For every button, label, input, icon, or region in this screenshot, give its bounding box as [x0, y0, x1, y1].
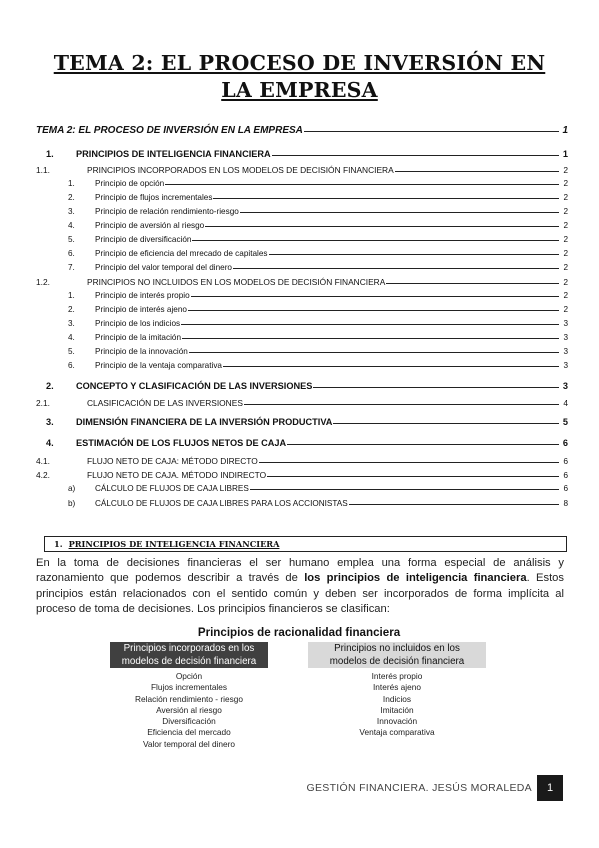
toc-entry-number: 5.: [68, 235, 75, 244]
toc-entry-page: 5: [562, 417, 568, 427]
toc-entry[interactable]: [68, 207, 568, 216]
toc-entry-page: 3: [563, 333, 568, 342]
toc-entry-title: CLASIFICACIÓN DE LAS INVERSIONES: [87, 398, 243, 408]
header-line: Principios no incluidos en los: [334, 643, 460, 654]
toc-entry-page: 3: [562, 381, 568, 391]
toc-leader-line: [213, 198, 559, 199]
toc-entry-number: 2.: [68, 305, 75, 314]
toc-entry-title: ESTIMACIÓN DE LOS FLUJOS NETOS DE CAJA: [76, 438, 287, 448]
toc-entry[interactable]: [68, 499, 568, 508]
toc-entry-page: 3: [563, 347, 568, 356]
toc-entry-number: 7.: [68, 263, 75, 272]
toc-entry-title: Principio de los indicios: [95, 319, 181, 328]
section-heading: [44, 536, 567, 552]
toc-leader-line: [205, 226, 559, 227]
principle-item: Diversificación: [162, 716, 216, 727]
toc-leader-line: [244, 404, 559, 405]
toc-leader-line: [333, 423, 559, 424]
excluded-principles-list: [308, 671, 486, 739]
toc-entry-title: PRINCIPIOS DE INTELIGENCIA FINANCIERA: [76, 149, 271, 159]
toc-leader-line: [191, 296, 559, 297]
toc-leader-line: [250, 489, 559, 490]
toc-entry[interactable]: [68, 484, 568, 493]
toc-entry-page: 4: [563, 398, 568, 408]
paragraph-text-after: . Estos principios están relacionados con el sentido común y deben ser incorporados de forma implícita al proceso de toma de decisiones. Los principios financieros se clasifican:: [36, 572, 564, 616]
toc-entry-page: 2: [563, 165, 568, 175]
toc-entry-number: 1.: [46, 149, 54, 159]
paragraph-bold-term: los principios de inteligencia financiera: [304, 572, 527, 585]
toc-entry[interactable]: [36, 398, 568, 408]
toc-entry-title: Principio de relación rendimiento-riesgo: [95, 207, 239, 216]
principle-item: Aversión al riesgo: [156, 704, 222, 715]
toc-entry[interactable]: [36, 470, 568, 480]
toc-entry[interactable]: [36, 456, 568, 466]
toc-entry-title: FLUJO NETO DE CAJA: MÉTODO DIRECTO: [87, 456, 258, 466]
toc-entry-number: 4.1.: [36, 456, 50, 466]
principle-item: Indicios: [382, 693, 412, 704]
toc-entry-page: 2: [563, 235, 568, 244]
toc-leader-line: [188, 310, 559, 311]
toc-leader-line: [267, 476, 559, 477]
principle-item: Ventaja comparativa: [359, 727, 435, 738]
toc-entry-number: 2.: [46, 381, 54, 391]
principle-item: Valor temporal del dinero: [142, 738, 236, 749]
toc-entry-page: 8: [563, 499, 568, 508]
toc-entry-title: Principio de eficiencia del mrecado de capitales: [95, 249, 268, 258]
toc-entry-title: CÁLCULO DE FLUJOS DE CAJA LIBRES PARA LOS ACCIONISTAS: [95, 499, 348, 508]
principles-figure: [108, 626, 490, 761]
toc-leader-line: [240, 212, 559, 213]
toc-leader-line: [313, 387, 559, 388]
paragraph-text-before: En la toma de decisiones financieras el ser humano emplea una forma especial de análisis y razonamiento que podemos describir a través de: [36, 557, 564, 585]
toc-entry-title: CÁLCULO DE FLUJOS DE CAJA LIBRES: [95, 484, 249, 493]
toc-entry-title: FLUJO NETO DE CAJA. MÉTODO INDIRECTO: [87, 470, 267, 480]
toc-entry-page: 2: [563, 179, 568, 188]
toc-entry-number: a): [68, 484, 76, 493]
toc-entry-title: Principio de flujos incrementales: [95, 193, 213, 202]
toc-entry-title: PRINCIPIOS INCORPORADOS EN LOS MODELOS DE DECISIÓN FINANCIERA: [87, 165, 394, 175]
toc-entry-title: Principio de interés ajeno: [95, 305, 187, 314]
toc-entry[interactable]: [68, 221, 568, 230]
toc-entry-number: 4.: [68, 333, 75, 342]
toc-entry-page: 1: [562, 149, 568, 159]
toc-entry[interactable]: [68, 291, 568, 300]
figure-title: Principios de racionalidad financiera: [197, 626, 401, 639]
toc-entry-number: 3.: [68, 319, 75, 328]
toc-entry-number: 4.: [68, 221, 75, 230]
principle-item: Imitación: [380, 704, 414, 715]
toc-entry-number: 4.: [46, 438, 54, 448]
toc-entry-page: 1: [562, 125, 568, 136]
principle-item: Opción: [175, 671, 203, 681]
section-title: PRINCIPIOS DE INTELIGENCIA FINANCIERA: [68, 539, 280, 549]
toc-entry-number: 1.: [68, 179, 75, 188]
toc-leader-line: [395, 171, 559, 172]
principle-item: Eficiencia del mercado: [147, 727, 231, 738]
toc-entry-number: 6.: [68, 361, 75, 370]
toc-entry[interactable]: [46, 438, 568, 448]
toc-leader-line: [272, 155, 559, 156]
toc-entry-page: 6: [563, 484, 568, 493]
toc-entry-number: 1.2.: [36, 277, 50, 287]
toc-leader-line: [269, 254, 560, 255]
toc-entry-page: 2: [563, 207, 568, 216]
toc-entry-page: 2: [563, 193, 568, 202]
toc-entry[interactable]: [68, 249, 568, 258]
toc-entry-page: 6: [563, 470, 568, 480]
toc-entry[interactable]: [68, 333, 568, 342]
intro-paragraph: [36, 556, 564, 618]
toc-leader-line: [223, 366, 559, 367]
toc-entry-page: 3: [563, 361, 568, 370]
toc-leader-line: [259, 462, 559, 463]
toc-entry[interactable]: [68, 193, 568, 202]
toc-entry[interactable]: [46, 149, 568, 159]
toc-entry-page: 3: [563, 319, 568, 328]
incorporated-principles-list: [110, 671, 268, 750]
toc-entry-title: Principio de opción: [95, 179, 165, 188]
toc-entry-number: 3.: [68, 207, 75, 216]
toc-entry[interactable]: [36, 277, 568, 287]
toc-entry[interactable]: [68, 263, 568, 272]
toc-entry-number: 2.: [68, 193, 75, 202]
toc-leader-line: [287, 444, 559, 445]
toc-leader-line: [165, 184, 559, 185]
header-line: Principios incorporados en los: [123, 643, 255, 654]
document-title: TEMA 2: EL PROCESO DE INVERSIÓN EN LA EMPRESA: [53, 51, 546, 102]
principle-item: Flujos incrementales: [150, 682, 228, 693]
toc-entry[interactable]: [68, 347, 568, 356]
toc-entry-title: PRINCIPIOS NO INCLUIDOS EN LOS MODELOS DE DECISIÓN FINANCIERA: [87, 277, 386, 287]
toc-entry[interactable]: [68, 179, 568, 188]
toc-entry-page: 2: [563, 249, 568, 258]
excluded-principles-header: [308, 642, 486, 668]
toc-entry[interactable]: [46, 381, 568, 391]
incorporated-principles-header: [110, 642, 268, 668]
page-number: 1: [537, 775, 563, 801]
toc-entry-page: 2: [563, 277, 568, 287]
toc-entry[interactable]: [36, 165, 568, 175]
toc-entry-number: 3.: [46, 417, 54, 427]
toc-entry-title: DIMENSIÓN FINANCIERA DE LA INVERSIÓN PRODUCTIVA: [76, 417, 333, 427]
toc-leader-line: [304, 131, 559, 132]
header-line: modelos de decisión financiera: [121, 655, 257, 667]
principle-item: Interés ajeno: [373, 682, 421, 693]
principle-item: Innovación: [376, 716, 418, 727]
principle-item: Interés propio: [371, 671, 423, 681]
toc-leader-line: [189, 352, 559, 353]
toc-leader-line: [349, 504, 559, 505]
toc-entry-title: Principio de diversificación: [95, 235, 192, 244]
toc-entry[interactable]: [68, 305, 568, 314]
toc-entry-number: 1.: [68, 291, 75, 300]
toc-leader-line: [386, 283, 559, 284]
toc-entry-title: Principio del valor temporal del dinero: [95, 263, 232, 272]
toc-entry[interactable]: [68, 235, 568, 244]
header-line: modelos de decisión financiera: [329, 655, 465, 667]
toc-entry-number: 2.1.: [36, 398, 50, 408]
toc-entry-page: 2: [563, 221, 568, 230]
toc-entry-page: 6: [562, 438, 568, 448]
toc-entry-number: 5.: [68, 347, 75, 356]
toc-entry-number: 6.: [68, 249, 75, 258]
toc-entry-title: Principio de la imitación: [95, 333, 182, 342]
toc-entry[interactable]: [68, 361, 568, 370]
toc-entry-title: Principio de interés propio: [95, 291, 190, 300]
toc-entry-page: 6: [563, 456, 568, 466]
toc-entry[interactable]: [68, 319, 568, 328]
section-number: 1.: [54, 539, 63, 549]
toc-leader-line: [181, 324, 559, 325]
toc-entry-title: Principio de aversión al riesgo: [95, 221, 205, 230]
principle-item: Relación rendimiento - riesgo: [135, 693, 243, 704]
toc-leader-line: [192, 240, 559, 241]
toc-entry-title: CONCEPTO Y CLASIFICACIÓN DE LAS INVERSIONES: [76, 381, 313, 391]
toc-entry-number: b): [68, 499, 76, 508]
toc-entry-title: TEMA 2: EL PROCESO DE INVERSIÓN EN LA EMPRESA: [36, 125, 303, 136]
toc-leader-line: [233, 268, 559, 269]
toc-entry-title: Principio de la innovación: [95, 347, 188, 356]
toc-entry[interactable]: [46, 417, 568, 427]
toc-entry-number: 4.2.: [36, 470, 50, 480]
toc-leader-line: [182, 338, 559, 339]
toc-entry-number: 1.1.: [36, 165, 50, 175]
toc-entry-title: Principio de la ventaja comparativa: [95, 361, 222, 370]
toc-entry-page: 2: [563, 291, 568, 300]
footer-text: GESTIÓN FINANCIERA. JESÚS MORALEDA: [306, 782, 532, 794]
toc-entry-page: 2: [563, 263, 568, 272]
toc-entry-page: 2: [563, 305, 568, 314]
toc-entry[interactable]: [36, 125, 568, 136]
